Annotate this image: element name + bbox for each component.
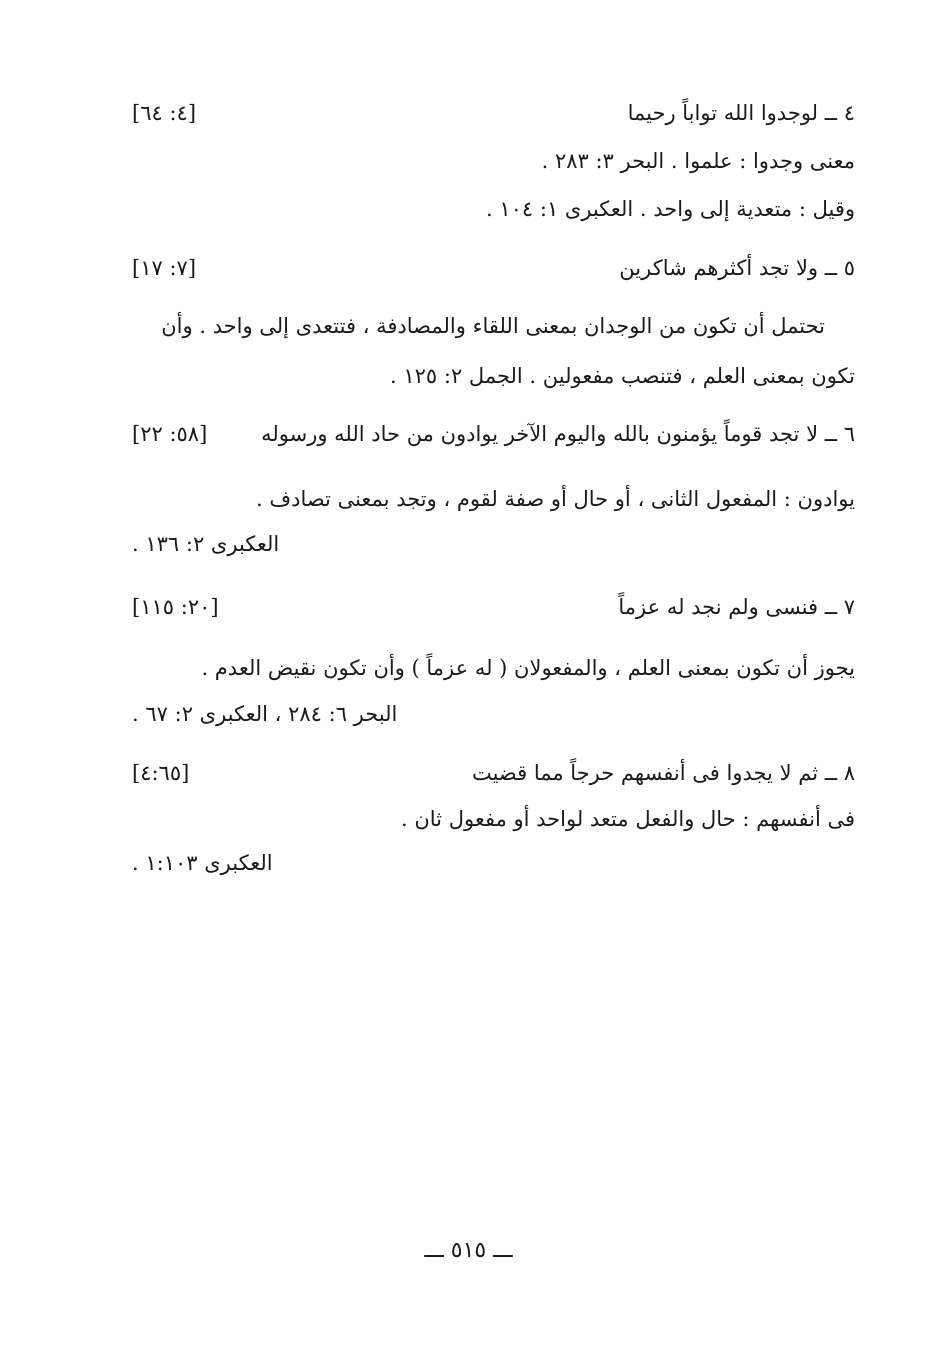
entry-5-heading: ٥ ــ ولا تجد أكثرهم شاكرين (619, 256, 855, 280)
entry-7-heading: ٧ ــ فنسى ولم نجد له عزماً (618, 595, 855, 619)
entry-4-line-1: معنى وجدوا : علموا . البحر ٣: ٢٨٣ . (541, 149, 855, 173)
entry-6-line-1: يوادون : المفعول الثانى ، أو حال أو صفة لقوم ، وتجد بمعنى تصادف . (255, 487, 855, 511)
entry-5-line-2: تكون بمعنى العلم ، فتنصب مفعولين . الجمل ٢: ١٢٥ . (389, 364, 855, 388)
entry-6-heading: ٦ ــ لا تجد قوماً يؤمنون بالله واليوم الآخر يوادون من حاد الله ورسوله (261, 422, 855, 446)
entry-8-reference: [٤:٦٥] (132, 761, 190, 785)
entry-6-reference: [٥٨: ٢٢] (132, 422, 208, 446)
entry-8-heading: ٨ ــ ثم لا يجدوا فى أنفسهم حرجاً مما قضيت (471, 761, 855, 785)
entry-7-line-2: البحر ٦: ٢٨٤ ، العكبرى ٢: ٦٧ . (132, 702, 398, 726)
entry-4-reference: [٤: ٦٤] (132, 101, 197, 125)
entry-7-line-1: يجوز أن تكون بمعنى العلم ، والمفعولان ( له عزماً ) وأن تكون نقيض العدم . (201, 656, 855, 680)
entry-4-heading: ٤ ــ لوجدوا الله تواباً رحيما (627, 101, 855, 125)
entry-5-reference: [٧: ١٧] (132, 256, 197, 280)
entry-8-line-2: العكبرى ١:١٠٣ . (132, 851, 273, 875)
entry-4-line-2: وقيل : متعدية إلى واحد . العكبرى ١: ١٠٤ . (485, 197, 855, 221)
entry-6-line-2: العكبرى ٢: ١٣٦ . (132, 532, 280, 556)
entry-8-line-1: فى أنفسهم : حال والفعل متعد لواحد أو مفعول ثان . (401, 807, 855, 831)
entry-5-line-1: تحتمل أن تكون من الوجدان بمعنى اللقاء والمصادفة ، فتتعدى إلى واحد . وأن (161, 314, 825, 338)
page-number: ـــ ٥١٥ ـــ (424, 1238, 513, 1263)
entry-7-reference: [٢٠: ١١٥] (132, 595, 219, 619)
